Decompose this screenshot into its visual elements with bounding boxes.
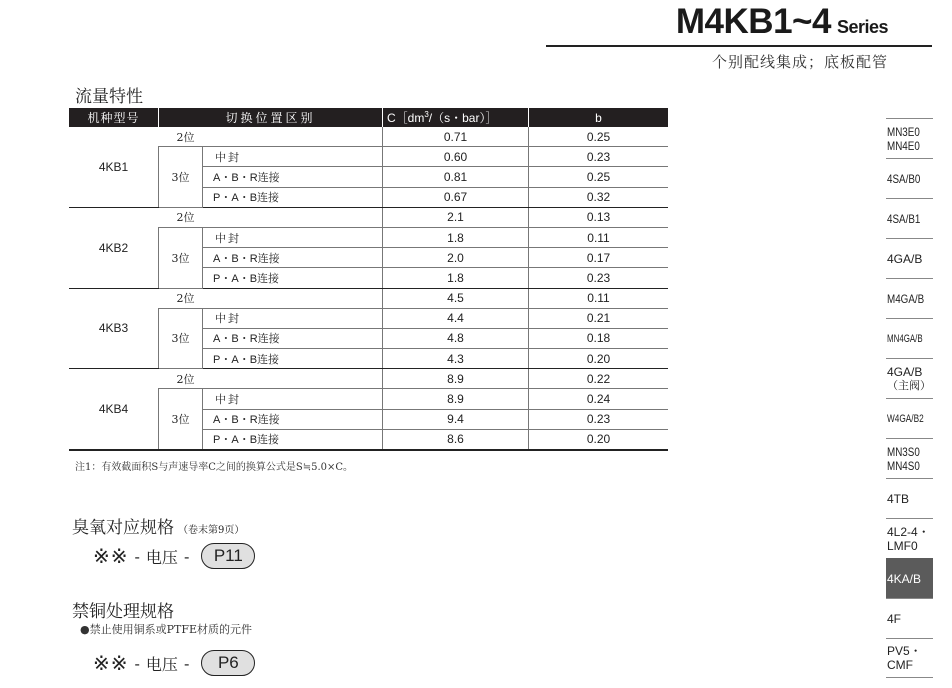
- nav-label-2: MN4S0: [887, 458, 920, 473]
- nav-item-4kab[interactable]: [886, 558, 933, 598]
- c-value: 0.60: [383, 147, 529, 167]
- sub-position-label: A・B・R连接: [203, 248, 383, 268]
- b-value: 0.25: [529, 127, 669, 147]
- nav-label-2: LMF0: [887, 538, 918, 553]
- c-value: 0.81: [383, 167, 529, 187]
- table-row: [69, 389, 668, 409]
- nav-item-4sab0[interactable]: [886, 158, 933, 198]
- sub-position-label: A・B・R连接: [203, 328, 383, 348]
- table-footnote: 注1：有效截面积S与声速导率C之间的换算公式是S≒5.0×C。: [75, 462, 354, 473]
- nav-label: W4GA/B2: [887, 412, 924, 425]
- position-3-cell: 3位: [159, 147, 203, 208]
- table-row: [69, 207, 668, 227]
- model-cell: 4KB1: [69, 127, 159, 207]
- model-cell: 4KB2: [69, 207, 159, 288]
- nav-item-m4gab[interactable]: [886, 278, 933, 318]
- nav-label-2: CMF: [887, 658, 913, 672]
- nav-item-mn3s0[interactable]: [886, 438, 933, 478]
- nav-label: MN3S0: [887, 444, 920, 459]
- placeholder-marks: ※※: [93, 544, 129, 568]
- b-value: 0.17: [529, 248, 669, 268]
- nav-label: 4GA/B: [887, 251, 923, 266]
- col-c: $C[dm^3/(s$・bar）］: [383, 108, 529, 127]
- c-value: 1.8: [383, 227, 529, 247]
- b-value: 0.23: [529, 268, 669, 288]
- nav-label: 4TB: [887, 491, 910, 506]
- c-value: 4.8: [383, 328, 529, 348]
- flow-table: [69, 108, 668, 451]
- b-value: 0.18: [529, 328, 669, 348]
- ozone-code-row: [93, 543, 255, 569]
- placeholder-marks: ※※: [93, 651, 129, 675]
- col-model: 机种型号: [69, 108, 159, 127]
- flow-table-header: [69, 108, 668, 127]
- c-value: 0.71: [383, 127, 529, 147]
- nav-label: PV5・: [887, 644, 922, 658]
- table-row: [69, 127, 668, 147]
- b-value: 0.25: [529, 167, 669, 187]
- table-row: [69, 147, 668, 167]
- series-label: Series: [836, 17, 888, 37]
- position-2-cell: 2位: [159, 288, 383, 308]
- nav-label: 4GA/B: [887, 364, 923, 379]
- nav-item-4l2-4-lmf0[interactable]: [886, 518, 933, 558]
- nav-label: 4L2-4・: [887, 524, 930, 539]
- b-value: 0.20: [529, 429, 669, 450]
- nav-item-mn4gab[interactable]: [886, 318, 933, 358]
- copper-code-row: [93, 650, 255, 676]
- c-value: 1.8: [383, 268, 529, 288]
- c-value: 4.5: [383, 288, 529, 308]
- b-value: 0.23: [529, 409, 669, 429]
- b-value: 0.32: [529, 187, 669, 207]
- nav-item-4tb[interactable]: [886, 478, 933, 518]
- dash: -: [183, 653, 190, 673]
- position-3-cell: 3位: [159, 227, 203, 288]
- b-value: 0.13: [529, 207, 669, 227]
- dash: -: [183, 546, 190, 566]
- dash: -: [134, 653, 140, 673]
- model-cell: 4KB4: [69, 369, 159, 450]
- series-title: [676, 2, 888, 42]
- position-2-cell: 2位: [159, 127, 383, 147]
- nav-label: 4SA/B1: [887, 211, 921, 226]
- c-value: 9.4: [383, 409, 529, 429]
- sub-position-label: P・A・B连接: [203, 429, 383, 450]
- flow-heading: 流量特性: [75, 87, 143, 107]
- b-value: 0.20: [529, 349, 669, 369]
- dash: -: [134, 546, 140, 566]
- c-value: 2.1: [383, 207, 529, 227]
- table-row: [69, 288, 668, 308]
- col-b: b: [529, 108, 669, 127]
- sub-position-label: 中封: [203, 147, 383, 167]
- c-value: 8.6: [383, 429, 529, 450]
- sub-position-label: P・A・B连接: [203, 349, 383, 369]
- position-3-cell: 3位: [159, 308, 203, 369]
- nav-item-4sab1[interactable]: [886, 198, 933, 238]
- c-value: 8.9: [383, 369, 529, 389]
- c-value: 4.3: [383, 349, 529, 369]
- c-value: 4.4: [383, 308, 529, 328]
- sub-position-label: 中封: [203, 308, 383, 328]
- nav-item-4gab[interactable]: [886, 238, 933, 278]
- sub-position-label: P・A・B连接: [203, 268, 383, 288]
- nav-label-2: MN4E0: [887, 138, 920, 153]
- position-2-cell: 2位: [159, 369, 383, 389]
- nav-label: 4SA/B0: [887, 171, 921, 186]
- nav-item-mn3e0[interactable]: [886, 118, 933, 158]
- nav-label: MN4GA/B: [887, 332, 923, 345]
- model-range: M4KB1~4: [675, 2, 831, 41]
- copper-heading: 禁铜处理规格: [72, 602, 174, 622]
- copper-code-badge: P6: [201, 650, 255, 676]
- table-row: [69, 227, 668, 247]
- b-value: 0.24: [529, 389, 669, 409]
- series-index-nav: [886, 118, 933, 678]
- table-row: [69, 308, 668, 328]
- position-2-cell: 2位: [159, 207, 383, 227]
- c-value: 2.0: [383, 248, 529, 268]
- model-cell: 4KB3: [69, 288, 159, 369]
- b-value: 0.23: [529, 147, 669, 167]
- sub-position-label: A・B・R连接: [203, 409, 383, 429]
- nav-label-2: （主阀）: [887, 378, 931, 392]
- header-subtitle: 个别配线集成；底板配管: [711, 53, 888, 71]
- ozone-heading: [72, 513, 244, 538]
- b-value: 0.21: [529, 308, 669, 328]
- sub-position-label: 中封: [203, 389, 383, 409]
- b-value: 0.11: [529, 227, 669, 247]
- c-value: 0.67: [383, 187, 529, 207]
- nav-item-4gab-main[interactable]: [886, 358, 933, 398]
- nav-label: M4GA/B: [887, 291, 925, 306]
- sub-position-label: A・B・R连接: [203, 167, 383, 187]
- ozone-page-ref: （卷末第9页）: [178, 525, 245, 536]
- nav-label: 4F: [887, 611, 902, 626]
- voltage-label: 电压: [145, 654, 178, 674]
- header-divider: [546, 45, 932, 47]
- col-switch-position: 切换位置区别: [159, 108, 383, 127]
- ozone-heading-text: 臭氧对应规格: [72, 518, 174, 538]
- nav-item-w4gab2[interactable]: [886, 398, 933, 438]
- nav-item-4f[interactable]: [886, 598, 933, 638]
- copper-bullet-note: ●禁止使用铜系或PTFE材质的元件: [80, 623, 252, 636]
- b-value: 0.11: [529, 288, 669, 308]
- sub-position-label: P・A・B连接: [203, 187, 383, 207]
- sub-position-label: 中封: [203, 227, 383, 247]
- ozone-code-badge: P11: [201, 543, 255, 569]
- c-value: 8.9: [383, 389, 529, 409]
- b-value: 0.22: [529, 369, 669, 389]
- voltage-label: 电压: [145, 547, 178, 567]
- nav-label: 4KA/B: [887, 571, 922, 586]
- nav-item-pv5-cmf[interactable]: [886, 638, 933, 678]
- table-row: [69, 369, 668, 389]
- position-3-cell: 3位: [159, 389, 203, 450]
- nav-label: MN3E0: [887, 124, 920, 139]
